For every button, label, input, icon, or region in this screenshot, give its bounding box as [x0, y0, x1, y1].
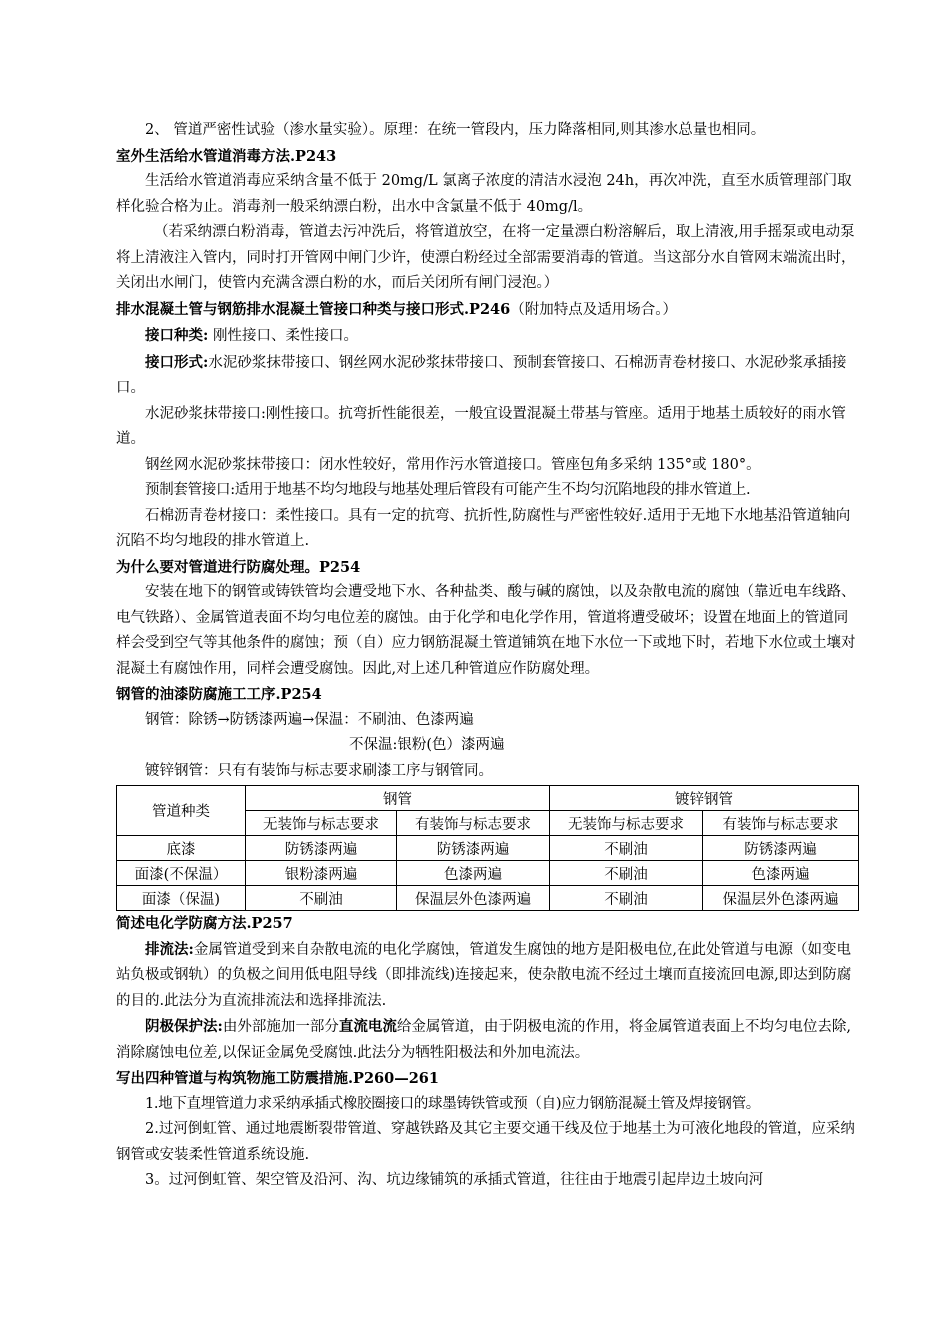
joint-desc-sleeve: 预制套管接口:适用于地基不均匀地段与地基处理后管段有可能产生不均匀沉陷地段的排水管道上. — [145, 482, 751, 498]
why-anticorrosion-paragraph: 安装在地下的钢管或铸铁管均会遭受地下水、各种盐类、酸与碱的腐蚀，以及杂散电流的腐蚀（靠近电车线路、电气铁路）、金属管道表面不均匀电位差的腐蚀。由于化学和电化学作用，管道将遭受破坏；设置在地面上的管道同样会受到空气等其他条件的腐蚀；预（自）应力钢筋混凝土管道铺筑在地下水位一下或地下时，若地下水位或土壤对混凝土有腐蚀作用，同样会遭受腐蚀。因此,对上述几种管道应作防腐处理。 — [116, 584, 856, 677]
table-header-type: 管道种类 — [117, 786, 246, 836]
seismic-item-1: 1.地下直埋管道力求采纳承插式橡胶圈接口的球墨铸铁管或预（自)应力钢筋混凝土管及焊接钢管。 — [145, 1095, 760, 1112]
cathodic-text-a: 由外部施加一部分 — [222, 1019, 339, 1035]
table-subheader: 有装饰与标志要求 — [703, 811, 859, 836]
heading-seismic: 写出四种管道与构筑物施工防震措施.P260—261 — [116, 1070, 439, 1087]
heading-joint-types-suffix: （附加特点及适用场合。） — [510, 301, 677, 318]
table-cell: 色漆两遍 — [703, 861, 859, 886]
table-header-galvanized: 镀锌钢管 — [550, 786, 859, 811]
table-subheader: 有装饰与标志要求 — [397, 811, 550, 836]
table-cell: 不刷油 — [246, 886, 397, 911]
joint-forms-label: 接口形式: — [145, 353, 209, 371]
heading-joint-types-text: 排水混凝土管与钢筋排水混凝土管接口种类与接口形式.P246 — [116, 300, 511, 318]
joint-types-line — [116, 323, 861, 350]
table-subheader: 无装饰与标志要求 — [246, 811, 397, 836]
joint-types-label: 接口种类: — [145, 327, 209, 344]
heading-electrochemical: 简述电化学防腐方法.P257 — [116, 915, 293, 932]
joint-types-text: 刚性接口、柔性接口。 — [208, 328, 358, 344]
table-cell: 面漆(不保温） — [117, 861, 246, 886]
joint-forms-line — [116, 350, 861, 402]
table-cell: 防锈漆两遍 — [703, 836, 859, 861]
table-cell: 保温层外色漆两遍 — [703, 886, 859, 911]
leak-test-item: 2、 管道严密性试验（渗水量实验）。原理：在统一管段内，压力降落相同,则其渗水总量也相同。 — [145, 122, 766, 138]
disinfection-paragraph: 生活给水管道消毒应采纳含量不低于 20mg/L 氯离子浓度的清洁水浸泡 24h，再次冲洗，直至水质管理部门取样化验合格为止。消毒剂一般采纳漂白粉，出水中含氯量不低于 40mg/l。 — [116, 173, 852, 215]
heading-disinfection: 室外生活给水管道消毒方法.P243 — [116, 147, 337, 165]
document-page — [116, 118, 861, 1194]
heading-paint-procedure: 钢管的油漆防腐施工工序.P254 — [116, 686, 322, 703]
drainage-method-text: 金属管道受到来自杂散电流的电化学腐蚀，管道发生腐蚀的地方是阳极电位,在此处管道与电源（如变电站负极或钢轨）的负极之间用低电阻导线（即排流线)连接起来，使杂散电流不经过土壤而直接流回电源,即达到防腐的目的.此法分为直流排流法和选择排流法. — [116, 941, 852, 1009]
table-row — [117, 861, 859, 886]
table-subheader: 无装饰与标志要求 — [550, 811, 703, 836]
joint-desc-wire-mesh: 钢丝网水泥砂浆抹带接口：闭水性较好，常用作污水管道接口。管座包角多采纳 135°或 180°。 — [145, 456, 761, 473]
joint-desc-mortar: 水泥砂浆抹带接口:刚性接口。抗弯折性能很差，一般宜设置混凝土带基与管座。适用于地基土质较好的雨水管道。 — [116, 405, 846, 447]
table-cell: 不刷油 — [550, 861, 703, 886]
table-cell: 不刷油 — [550, 836, 703, 861]
disinfection-note: （若采纳漂白粉消毒，管道去污冲洗后，将管道放空，在将一定量漂白粉溶解后，取上清液,用手摇泵或电动泵将上清液注入管内，同时打开管网中闸门少许，使漂白粉经过全部需要消毒的管道。当这部分水自管网末端流出时，关闭出水闸门，使管内充满含漂白粉的水，而后关闭所有闸门浸泡。） — [116, 224, 856, 291]
seismic-item-2: 2.过河倒虹管、通过地震断裂带管道、穿越铁路及其它主要交通干线及位于地基土为可液化地段的管道，应采纳钢管或安装柔性管道系统设施. — [116, 1121, 855, 1163]
cathodic-text-b: 给金属管道，由于阴极电流的作用，将金属管道表面上不均匀电位去除,消除腐蚀电位差,以保证金属免受腐蚀.此法分为牺牲阳极法和外加电流法。 — [116, 1019, 851, 1061]
table-cell: 色漆两遍 — [397, 861, 550, 886]
drainage-method-paragraph — [116, 937, 861, 1015]
table-row — [117, 836, 859, 861]
cathodic-text-bold: 直流电流 — [338, 1018, 397, 1035]
drainage-method-label: 排流法: — [145, 940, 194, 958]
table-cell: 面漆（保温) — [117, 886, 246, 911]
cathodic-protection-paragraph — [116, 1014, 861, 1066]
table-cell: 不刷油 — [550, 886, 703, 911]
heading-why-anticorrosion: 为什么要对管道进行防腐处理。P254 — [116, 558, 361, 576]
table-cell: 防锈漆两遍 — [246, 836, 397, 861]
cathodic-protection-label: 阴极保护法: — [145, 1018, 223, 1035]
paint-table — [116, 785, 859, 911]
table-cell: 保温层外色漆两遍 — [397, 886, 550, 911]
table-header-steel: 钢管 — [246, 786, 550, 811]
joint-forms-text: 水泥砂浆抹带接口、钢丝网水泥砂浆抹带接口、预制套管接口、石棉沥青卷材接口、水泥砂浆承插接口。 — [116, 354, 847, 396]
table-cell: 防锈漆两遍 — [397, 836, 550, 861]
joint-desc-asbestos: 石棉沥青卷材接口：柔性接口。具有一定的抗弯、抗折性,防腐性与严密性较好.适用于无地下水地基沿管道轴向沉陷不均匀地段的排水管道上. — [116, 507, 851, 549]
paint-steel-line: 钢管：除锈→防锈漆两遍→保温：不刷油、色漆两遍 — [145, 711, 474, 728]
heading-joint-types — [116, 297, 861, 324]
seismic-item-3: 3。过河倒虹管、架空管及沿河、沟、坑边缘铺筑的承插式管道，往往由于地震引起岸边土坡向河 — [145, 1172, 764, 1188]
table-cell: 银粉漆两遍 — [246, 861, 397, 886]
table-row — [117, 886, 859, 911]
table-cell: 底漆 — [117, 836, 246, 861]
paint-no-insulation-line: 不保温:银粉(色）漆两遍 — [349, 737, 505, 753]
paint-galvanized-line: 镀锌钢管：只有有装饰与标志要求刷漆工序与钢管同。 — [145, 762, 493, 779]
